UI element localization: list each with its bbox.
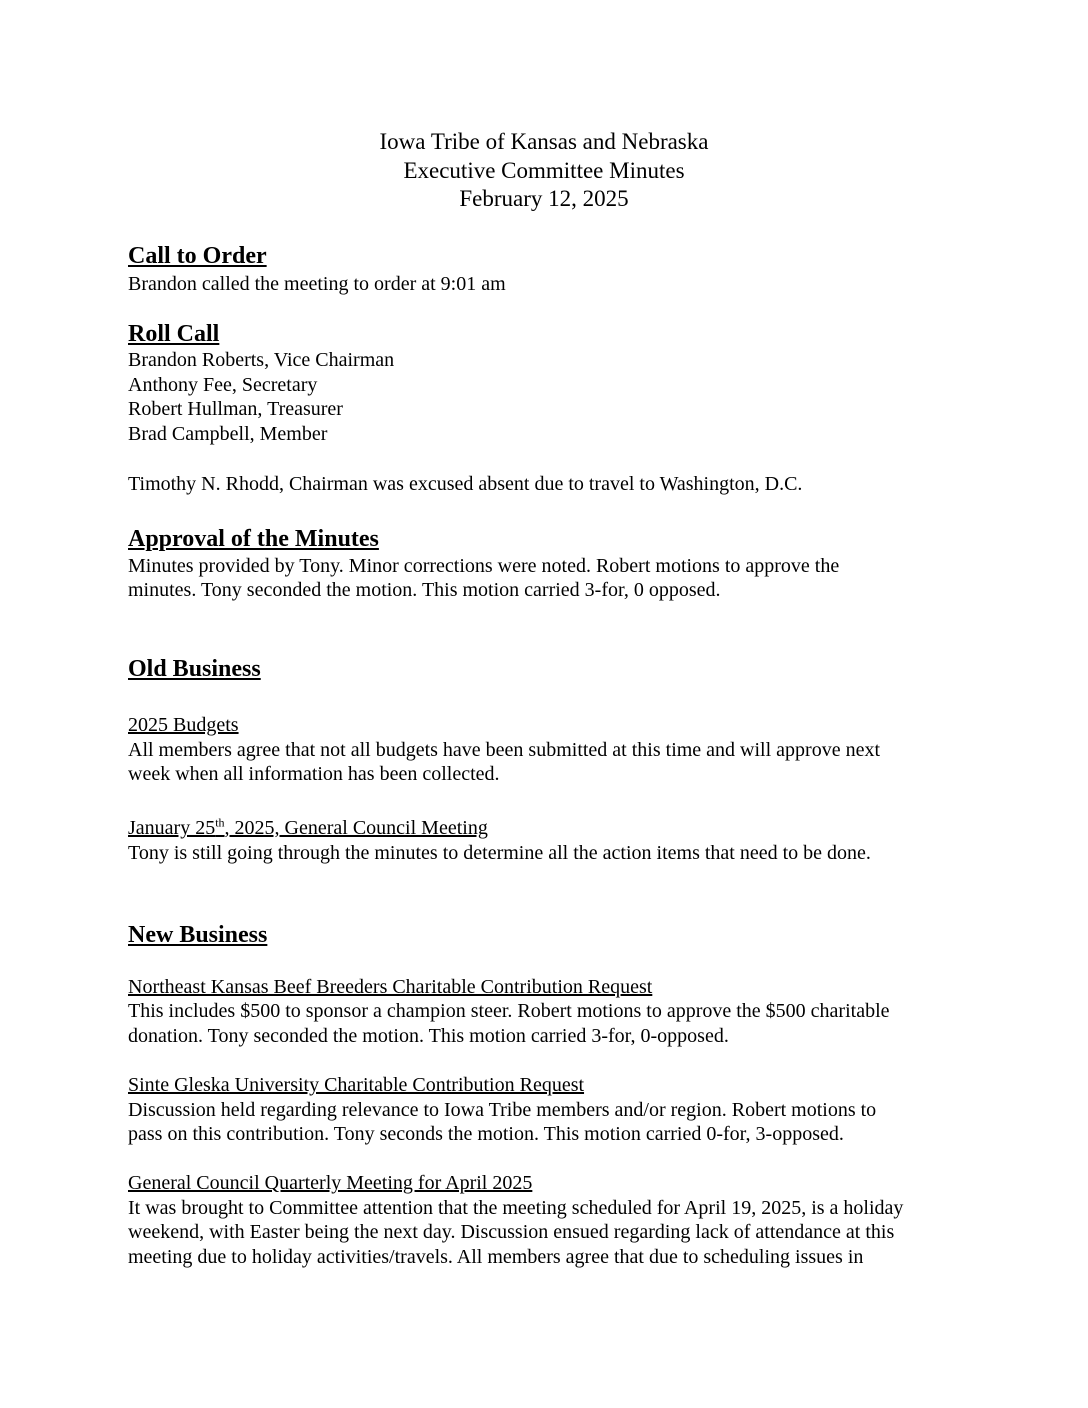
new-business-item-title: Sinte Gleska University Charitable Contribution Request xyxy=(128,1074,585,1096)
new-business-item-line: This includes $500 to sponsor a champion steer. Robert motions to approve the $500 charitable xyxy=(128,1000,890,1022)
new-business-item-line: It was brought to Committee attention that the meeting scheduled for April 19, 2025, is a holiday xyxy=(128,1197,904,1219)
general-council-title-post: , 2025, General Council Meeting xyxy=(224,817,488,839)
general-council-line: Tony is still going through the minutes to determine all the action items that need to be done. xyxy=(128,842,871,864)
roll-call-member: Brandon Roberts, Vice Chairman xyxy=(128,349,395,371)
document-title: Executive Committee Minutes xyxy=(403,157,685,183)
new-business-item-line: pass on this contribution. Tony seconds the motion. This motion carried 0-for, 3-opposed. xyxy=(128,1123,844,1145)
new-business-heading: New Business xyxy=(128,922,268,948)
new-business-item-line: meeting due to holiday activities/travels. All members agree that due to scheduling issues in xyxy=(128,1246,864,1268)
budgets-line: All members agree that not all budgets have been submitted at this time and will approve next xyxy=(128,739,881,761)
organization-name: Iowa Tribe of Kansas and Nebraska xyxy=(379,129,709,154)
document-header xyxy=(0,128,1088,214)
meeting-date: February 12, 2025 xyxy=(459,186,629,211)
budgets-line: week when all information has been collected. xyxy=(128,763,500,785)
old-business-heading: Old Business xyxy=(128,656,261,682)
call-to-order-text: Brandon called the meeting to order at 9:01 am xyxy=(128,273,506,295)
new-business-item-line: Discussion held regarding relevance to Iowa Tribe members and/or region. Robert motions to xyxy=(128,1099,877,1121)
absent-note: Timothy N. Rhodd, Chairman was excused absent due to travel to Washington, D.C. xyxy=(128,473,803,495)
roll-call-member: Anthony Fee, Secretary xyxy=(128,374,318,396)
new-business-item-title: Northeast Kansas Beef Breeders Charitable Contribution Request xyxy=(128,976,653,998)
call-to-order-heading: Call to Order xyxy=(128,243,267,269)
roll-call-member: Robert Hullman, Treasurer xyxy=(128,398,343,420)
general-council-title-pre: January 25 xyxy=(128,817,216,839)
approval-line: minutes. Tony seconded the motion. This motion carried 3-for, 0 opposed. xyxy=(128,579,721,601)
new-business-item-title: General Council Quarterly Meeting for April 2025 xyxy=(128,1172,533,1194)
approval-line: Minutes provided by Tony. Minor corrections were noted. Robert motions to approve the xyxy=(128,555,840,577)
general-council-subheading xyxy=(128,816,968,841)
new-business-item-line: donation. Tony seconded the motion. This motion carried 3-for, 0-opposed. xyxy=(128,1025,729,1047)
new-business-item-line: weekend, with Easter being the next day. Discussion ensued regarding lack of attendance at this xyxy=(128,1221,895,1243)
approval-heading: Approval of the Minutes xyxy=(128,526,379,552)
roll-call-heading: Roll Call xyxy=(128,321,220,347)
roll-call-member: Brad Campbell, Member xyxy=(128,423,328,445)
general-council-title-sup: th xyxy=(215,815,225,830)
budgets-subheading: 2025 Budgets xyxy=(128,714,239,736)
